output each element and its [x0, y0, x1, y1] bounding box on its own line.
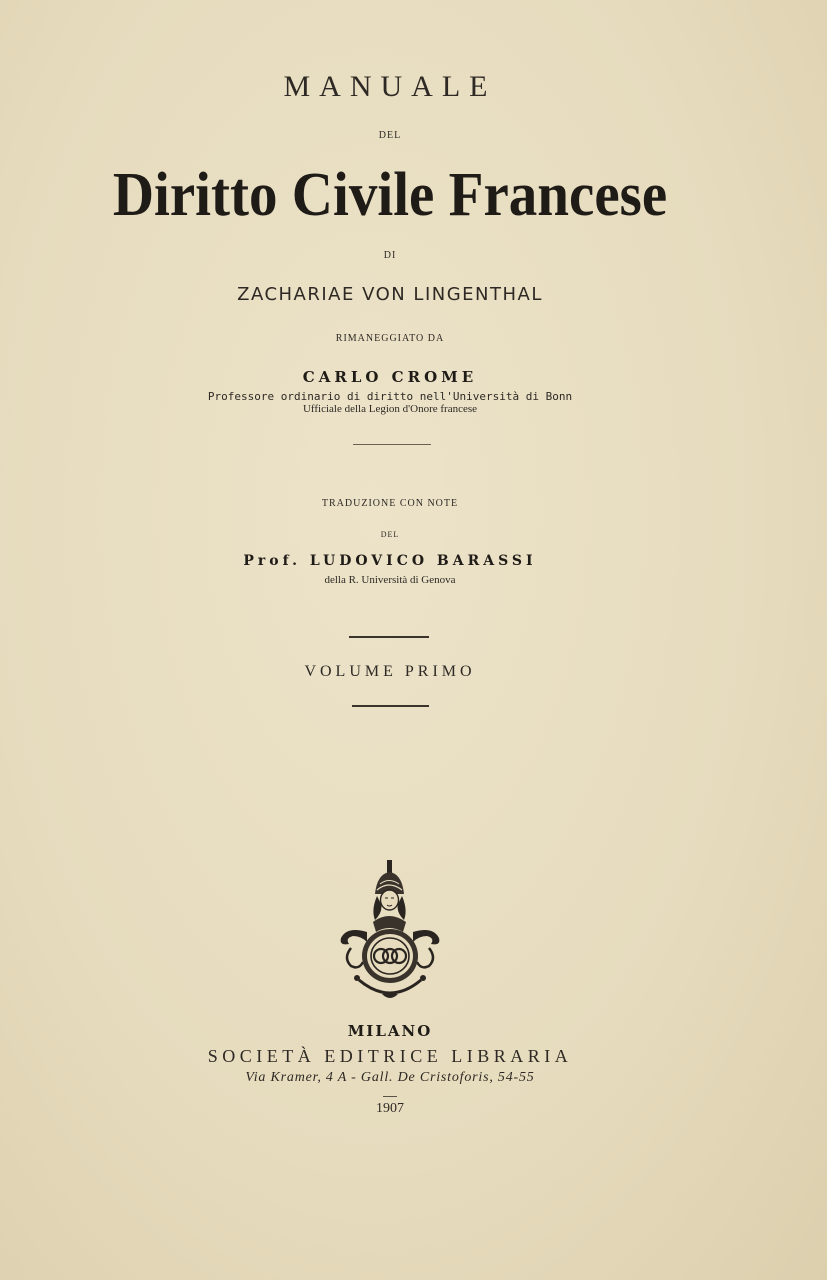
translator-name: Prof. LUDOVICO BARASSI [243, 553, 537, 569]
divider-rule [353, 444, 431, 445]
divider-rule [352, 705, 429, 707]
heading-manuale: MANUALE [283, 70, 497, 103]
imprint-address: Via Kramer, 4 A - Gall. De Cristoforis, 54-55 [245, 1070, 535, 1085]
editor-name: CARLO CROME [302, 368, 478, 386]
divider-rule [349, 636, 429, 638]
editor-affiliation-2: Ufficiale della Legion d'Onore francese [302, 403, 478, 415]
author-name: ZACHARIAE VON LINGENTHAL [237, 284, 543, 305]
connector-di: DI [383, 250, 397, 261]
imprint-year: 1907 [376, 1101, 404, 1116]
editor-affiliation-1: Professore ordinario di diritto nell'Università di Bonn [207, 390, 573, 403]
publisher-emblem-icon [337, 860, 443, 1004]
year-dash [383, 1096, 397, 1097]
connector-del-2: DEL [380, 530, 400, 539]
main-title: Diritto Civile Francese [112, 161, 668, 229]
volume-label: VOLUME PRIMO [304, 663, 476, 680]
translator-affiliation: della R. Università di Genova [324, 574, 456, 586]
reworked-by-label: RIMANEGGIATO DA [335, 333, 445, 344]
connector-del: DEL [378, 130, 402, 141]
translation-note: TRADUZIONE CON NOTE [321, 498, 459, 509]
imprint-city: MILANO [347, 1022, 433, 1040]
imprint-publisher: SOCIETÀ EDITRICE LIBRARIA [207, 1046, 573, 1066]
